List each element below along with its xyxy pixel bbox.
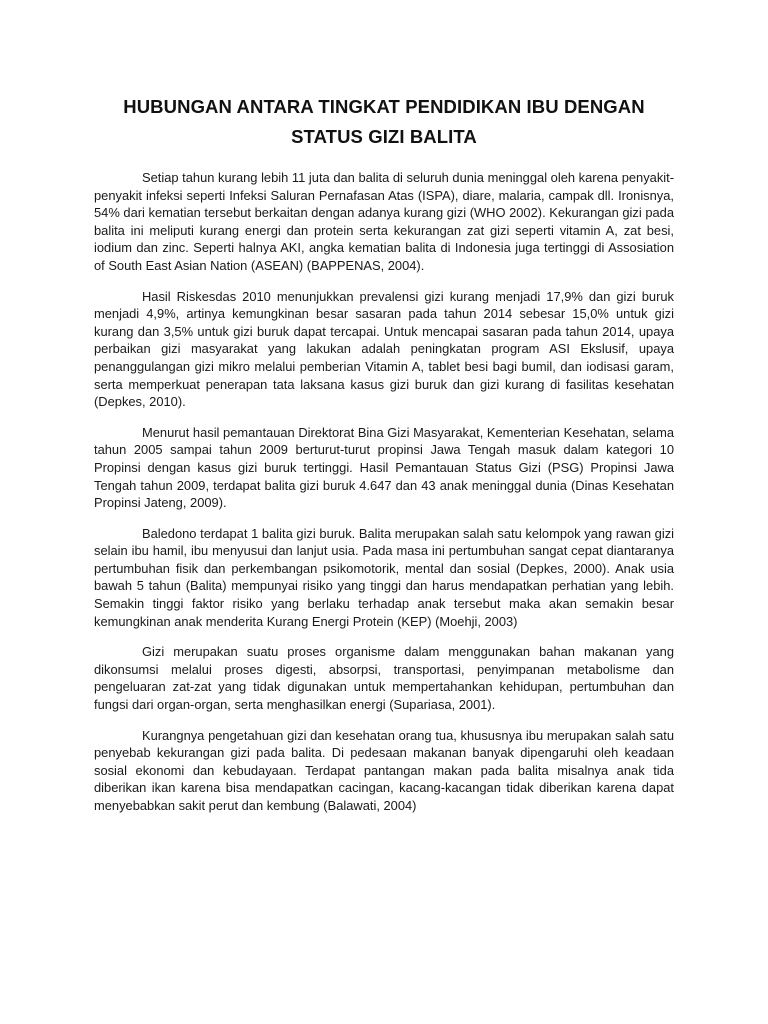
paragraph-2: Hasil Riskesdas 2010 menunjukkan prevalensi gizi kurang menjadi 17,9% dan gizi buruk menjadi 4,9%, artinya kemungkinan besar sasaran pada tahun 2014 sebesar 15,0% untuk gizi kurang dan 3,5% untuk gizi buruk dapat tercapai. Untuk mencapai sasaran pada tahun 2014, upaya perbaikan gizi masyarakat yang lakukan adalah peningkatan program ASI Ekslusif, upaya penanggulangan gizi mikro melalui pemberian Vitamin A, tablet besi bagi bumil, dan iodisasi garam, serta memperkuat penerapan tata laksana kasus gizi buruk dan gizi kurang di fasilitas kesehatan (Depkes, 2010). bbox=[94, 288, 674, 410]
paragraph-4: Baledono terdapat 1 balita gizi buruk. Balita merupakan salah satu kelompok yang rawan gizi selain ibu hamil, ibu menyusui dan lanjut usia. Pada masa ini pertumbuhan sangat cepat diantaranya pertumbuhan fisik dan perkembangan psikomotorik, mental dan sosial (Depkes, 2000). Anak usia bawah 5 tahun (Balita) mempunyai risiko yang tinggi dan harus mendapatkan perhatian yang lebih. Semakin tinggi faktor risiko yang berlaku terhadap anak tersebut maka akan semakin besar kemungkinan anak menderita Kurang Energi Protein (KEP) (Moehji, 2003) bbox=[94, 525, 674, 629]
paragraph-6: Kurangnya pengetahuan gizi dan kesehatan orang tua, khususnya ibu merupakan salah satu penyebab kekurangan gizi pada balita. Di pedesaan makanan banyak dipengaruhi oleh keadaan sosial ekonomi dan kebudayaan. Terdapat pantangan makan pada balita misalnya anak tida diberikan ikan karena bisa mendapatkan cacingan, kacang-kacangan tidak diberikan karena dapat menyebabkan sakit perut dan kembung (Balawati, 2004) bbox=[94, 727, 674, 813]
title-line-1: HUBUNGAN ANTARA TINGKAT PENDIDIKAN IBU DENGAN bbox=[123, 96, 645, 117]
document-title bbox=[94, 92, 674, 152]
title-line-2: STATUS GIZI BALITA bbox=[291, 126, 477, 147]
paragraph-5: Gizi merupakan suatu proses organisme dalam menggunakan bahan makanan yang dikonsumsi melalui proses digesti, absorpsi, transportasi, penyimpanan metabolisme dan pengeluaran zat-zat yang tidak digunakan untuk mempertahankan kehidupan, pertumbuhan dan fungsi dari organ-organ, serta menghasilkan energi (Supariasa, 2001). bbox=[94, 644, 674, 713]
document-page bbox=[94, 92, 674, 828]
paragraph-1: Setiap tahun kurang lebih 11 juta dan balita di seluruh dunia meninggal oleh karena penyakit-penyakit infeksi seperti Infeksi Saluran Pernafasan Atas (ISPA), diare, malaria, campak dll. Ironisnya, 54% dari kematian tersebut berkaitan dengan adanya kurang gizi (WHO 2002). Kekurangan gizi pada balita ini meliputi kurang energi dan protein serta kekurangan zat gizi seperti vitamin A, zat besi, iodium dan zinc. Seperti halnya AKI, angka kematian balita di Indonesia juga tertinggi di Assosiation of South East Asian Nation (ASEAN) (BAPPENAS, 2004). bbox=[94, 170, 674, 273]
paragraph-3: Menurut hasil pemantauan Direktorat Bina Gizi Masyarakat, Kementerian Kesehatan, selama tahun 2005 sampai tahun 2009 berturut-turut propinsi Jawa Tengah masuk dalam kategori 10 Propinsi dengan kasus gizi buruk tertinggi. Hasil Pemantauan Status Gizi (PSG) Propinsi Jawa Tengah tahun 2009, terdapat balita gizi buruk 4.647 dan 43 anak meninggal dunia (Dinas Kesehatan Propinsi Jateng, 2009). bbox=[94, 424, 674, 511]
